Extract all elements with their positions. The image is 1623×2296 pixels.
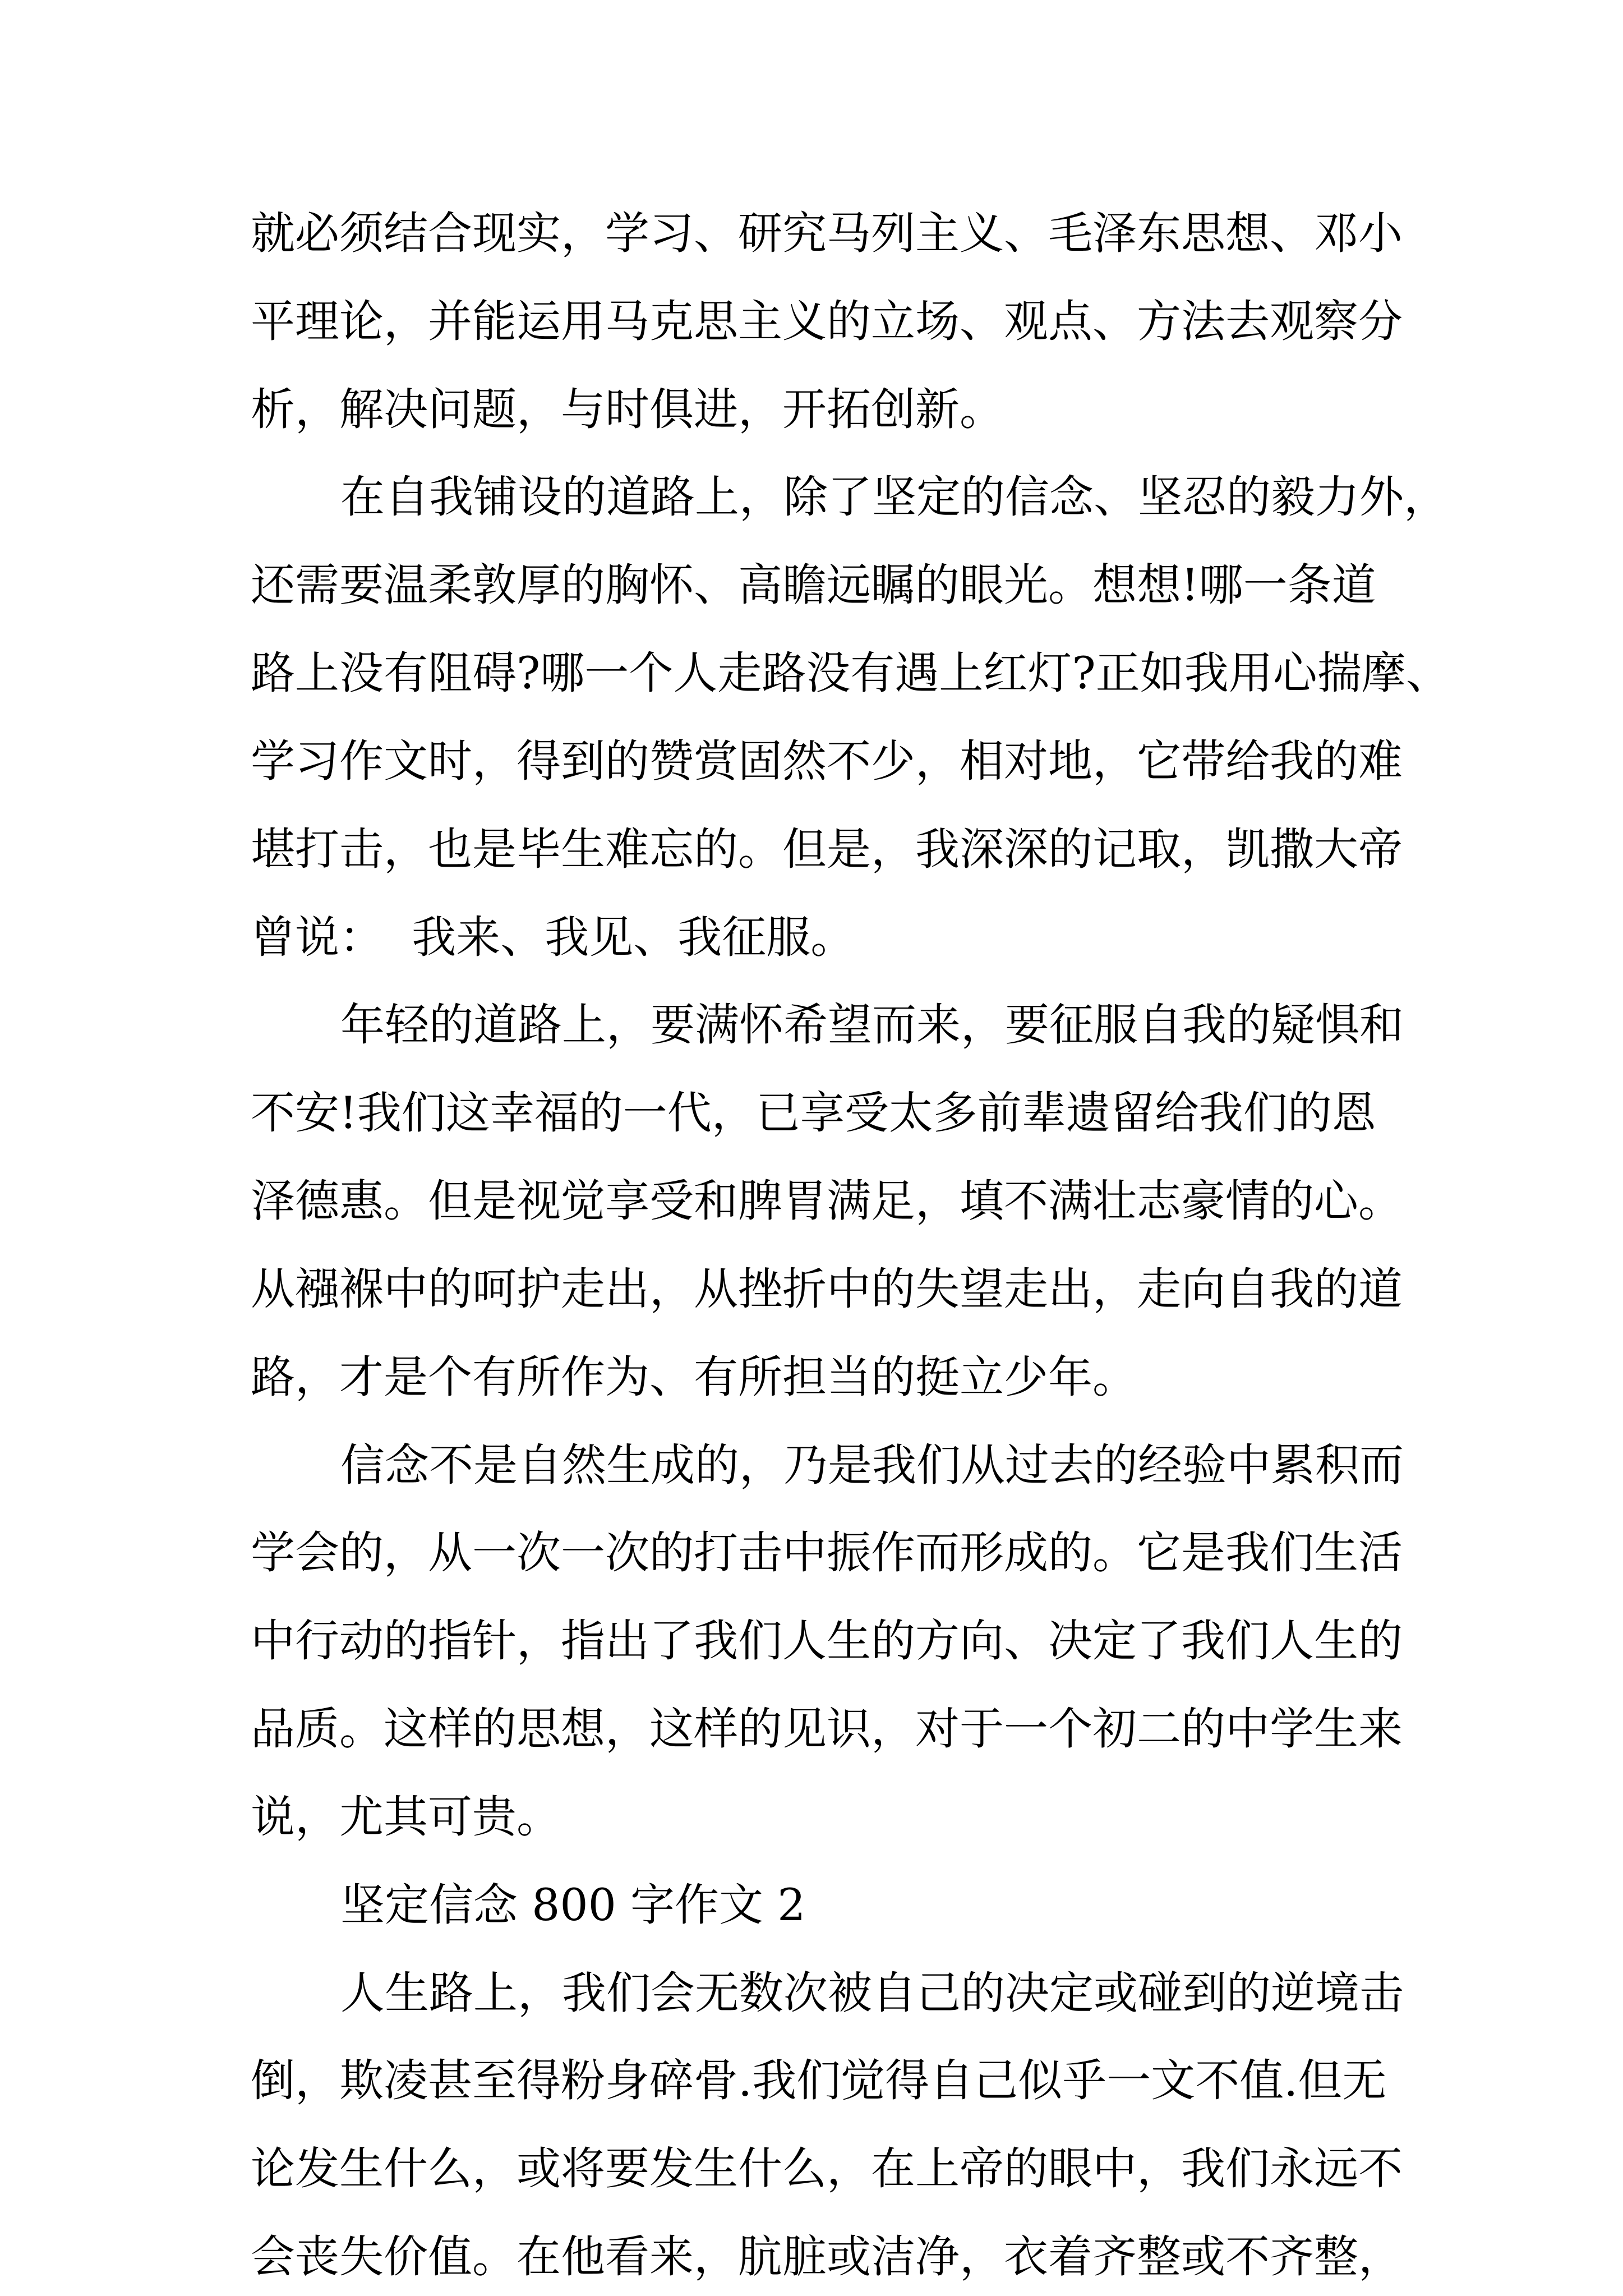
text-line: 泽德惠。但是视觉享受和脾胃满足，填不满壮志豪情的心。 [251,1175,1403,1227]
text-line: 学习作文时，得到的赞赏固然不少，相对地，它带给我的难 [251,735,1403,787]
text-line: 会丧失价值。在他看来，肮脏或洁净，衣着齐整或不齐整， [251,2231,1403,2283]
paragraph-first-line: 在自我铺设的道路上，除了坚定的信念、坚忍的毅力外， [340,471,1448,523]
paragraph-first-line: 人生路上，我们会无数次被自己的决定或碰到的逆境击 [340,1967,1404,2019]
text-line: 倒，欺凌甚至得粉身碎骨.我们觉得自己似乎一文不值.但无 [251,2055,1387,2106]
text-line: 品质。这样的思想，这样的见识，对于一个初二的中学生来 [251,1703,1403,1755]
text-line: 从襁褓中的呵护走出，从挫折中的失望走出，走向自我的道 [251,1263,1403,1315]
section-heading: 坚定信念 800 字作文 2 [340,1879,806,1931]
text-line: 说，尤其可贵。 [251,1791,561,1843]
text-line: 路上没有阻碍?哪一个人走路没有遇上红灯?正如我用心揣摩、 [251,647,1450,699]
text-line: 不安!我们这幸福的一代，已享受太多前辈遗留给我们的恩 [251,1087,1376,1139]
text-line: 还需要温柔敦厚的胸怀、高瞻远瞩的眼光。想想!哪一条道 [251,559,1376,611]
paragraph-first-line: 信念不是自然生成的，乃是我们从过去的经验中累积而 [340,1439,1404,1491]
paragraph-first-line: 年轻的道路上，要满怀希望而来，要征服自我的疑惧和 [340,999,1404,1051]
text-line: 路，才是个有所作为、有所担当的挺立少年。 [251,1351,1137,1403]
text-line: 学会的，从一次一次的打击中振作而形成的。它是我们生活 [251,1527,1403,1579]
text-line: 曾说： 我来、我见、我征服。 [251,912,855,963]
text-line: 就必须结合现实，学习、研究马列主义、毛泽东思想、邓小 [251,208,1403,259]
text-line: 堪打击，也是毕生难忘的。但是，我深深的记取，凯撒大帝 [251,823,1403,875]
text-line: 析，解决问题，与时俱进，开拓创新。 [251,384,1004,435]
text-line: 中行动的指针，指出了我们人生的方向、决定了我们人生的 [251,1615,1403,1667]
text-line: 论发生什么，或将要发生什么，在上帝的眼中，我们永远不 [251,2143,1403,2194]
text-line: 平理论，并能运用马克思主义的立场、观点、方法去观察分 [251,296,1403,347]
